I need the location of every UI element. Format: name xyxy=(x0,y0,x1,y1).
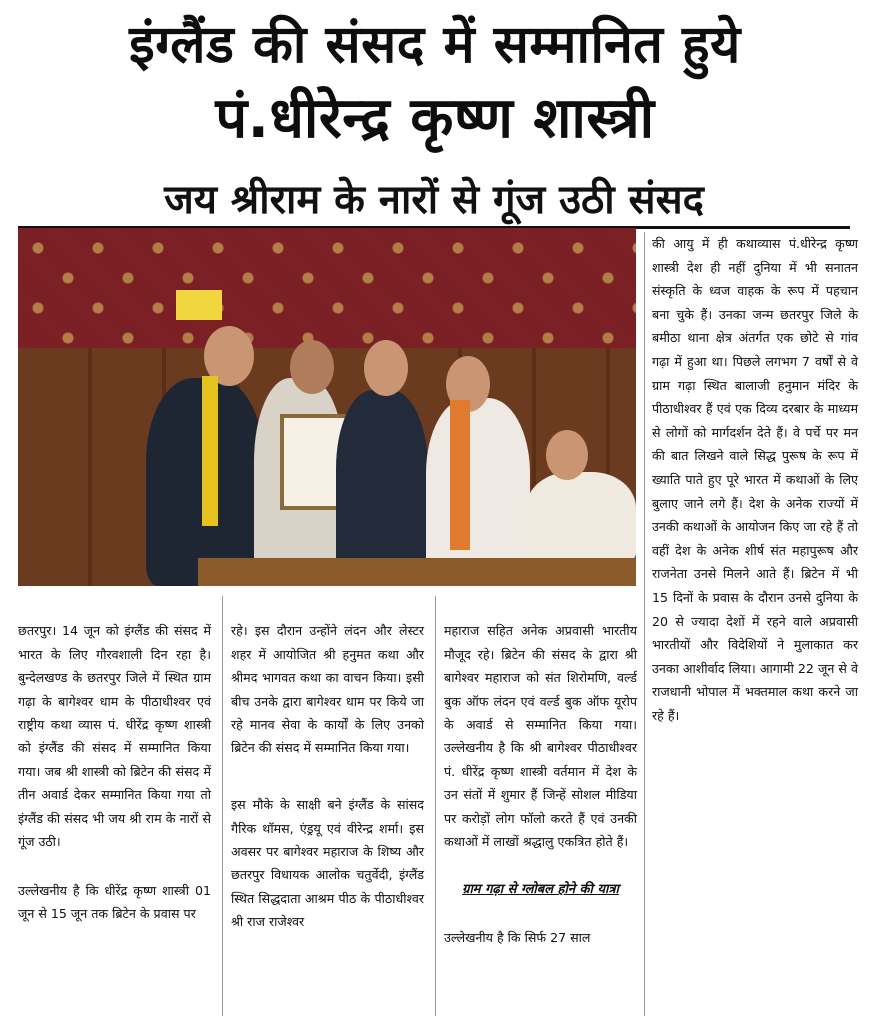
col3-para-1: महाराज सहित अनेक अप्रवासी भारतीय मौजूद रहे। ब्रिटेन की संसद के द्वारा श्री बागेश्वर महाराज को संत शिरोमणि, वर्ल्ड बुक ऑफ लंदन एवं वर्ल्ड बुक ऑफ यूरोप के अवार्ड से सम्मानित किया गया। उल्लेखनीय है कि श्री बागेश्वर पीठाधीश्वर पं. धीरेंद्र कृष्ण शास्त्री वर्तमान में देश के उन संतों में शुमार हैं जिन्हें सोशल मीडिया पर करोड़ों लोग फॉलो करते हैं एवं उनकी कथाओं में लाखों श्रद्धालु एकत्रित होते हैं। xyxy=(444,623,637,850)
col1-para-2: उल्लेखनीय है कि धीरेंद्र कृष्ण शास्त्री 01 जून से 15 जून तक ब्रिटेन के प्रवास पर xyxy=(18,882,211,922)
news-photo xyxy=(18,228,636,586)
headline-line-1: इंग्लैंड की संसद में सम्मानित हुये xyxy=(129,15,741,75)
col3-para-2: उल्लेखनीय है कि सिर्फ 27 साल xyxy=(444,930,591,946)
col2-para-1: रहे। इस दौरान उन्होंने लंदन और लेस्टर शहर में आयोजित श्री हनुमत कथा और श्रीमद भागवत कथा का वाचन किया। इसी बीच उनके द्वारा बागेश्वर धाम पर किये जा रहे मानव सेवा के कार्यों के लिए उनको ब्रिटेन की संसद में सम्मानित किया गया। xyxy=(231,623,424,756)
column-divider-3 xyxy=(644,232,645,1016)
article-columns xyxy=(18,596,636,1016)
person-seated xyxy=(526,472,636,562)
person-center-head xyxy=(290,340,334,394)
person-suit-head xyxy=(364,340,408,396)
side-column-text: की आयु में ही कथाव्यास पं.धीरेन्द्र कृष्ण शास्त्री देश ही नहीं दुनिया में भी सनातन संस्कृति के ध्वज वाहक के रूप में पहचान बना चुके हैं। उनका जन्म छतरपुर जिले के बमीठा थाना क्षेत्र अंतर्गत एक छोटे से गांव गढ़ा में हुआ था। पिछले लगभग 7 वर्षों से वे ग्राम गढ़ा स्थित बालाजी हनुमान मंदिर के पीठाधीश्वर हैं एवं एक दिव्य दरबार के माध्यम से लोगों को मार्गदर्शन देते हैं। वे पर्चे पर मन की बात लिखने वाले सिद्ध पुरूष के रूप में ख्याति पाते हुए पूरे भारत में कथाओं के लिए बुलाए जाने लगे हैं। देश के अनेक राज्यों में उनकी कथाओं के आयोजन किए जा रहे हैं तो वहीं देश के अनेक शीर्ष संत महापुरूष और राजनेता उनसे मिलने आते हैं। ब्रिटेन में भी 15 दिनों के प्रवास के दौरान उनसे दुनिया के 20 से ज्यादा देशों में रहने वाले अप्रवासी भारतीयों और विदेशियों ने मुलाकात कर उनका आशीर्वाद लिया। आगामी 22 जून से वे राजधानी भोपाल में भक्तमाल कथा करने जा रहे हैं। xyxy=(652,236,858,723)
desk xyxy=(198,558,636,586)
column-2 xyxy=(231,596,424,957)
column-divider-2 xyxy=(435,596,436,1016)
column-1 xyxy=(18,596,211,949)
col2-para-2: इस मौके के साक्षी बने इंग्लैंड के सांसद गैरिक थॉमस, एंड्रयू एवं वीरेन्द्र शर्मा। इस अवसर पर बागेश्वर महाराज के शिष्य और छतरपुर विधायक आलोक चतुर्वेदी, इंग्लैंड स्थित सिद्धदाता आश्रम पीठ के पीठाधीश्वर श्री राज राजेश्वर xyxy=(231,797,424,930)
orange-scarf xyxy=(450,400,470,550)
wall-pattern xyxy=(18,228,636,348)
person-suit xyxy=(336,390,428,586)
col1-para-1: छतरपुर। 14 जून को इंग्लैंड की संसद में भारत के लिए गौरवशाली दिन रहा है। बुन्देलखण्ड के छतरपुर जिले में स्थित ग्राम गढ़ा के बागेश्वर धाम के पीठाधीश्वर एवं राष्ट्रीय कथा व्यास पं. धीरेंद्र कृष्ण शास्त्री को इंग्लैंड की संसद में सम्मानित किया गया। जब श्री शास्त्री को ब्रिटेन की संसद में तीन अवार्ड देकर सम्मानित किया गया तो इंग्लैंड की संसद भी जय श्री राम के नारों से गूंज उठी। xyxy=(18,623,211,850)
headline-line-2: पं.धीरेन्द्र कृष्ण शास्त्री xyxy=(215,86,655,151)
subheadline: जय श्रीराम के नारों से गूंज उठी संसद xyxy=(18,178,850,229)
yellow-scarf-left xyxy=(202,376,218,526)
column-divider-1 xyxy=(222,596,223,1016)
person-seated-head xyxy=(546,430,588,480)
column-3 xyxy=(444,596,637,973)
col3-subhead: ग्राम गढ़ा से ग्लोबल होने की यात्रा xyxy=(462,881,619,897)
yellow-sign xyxy=(176,290,222,320)
